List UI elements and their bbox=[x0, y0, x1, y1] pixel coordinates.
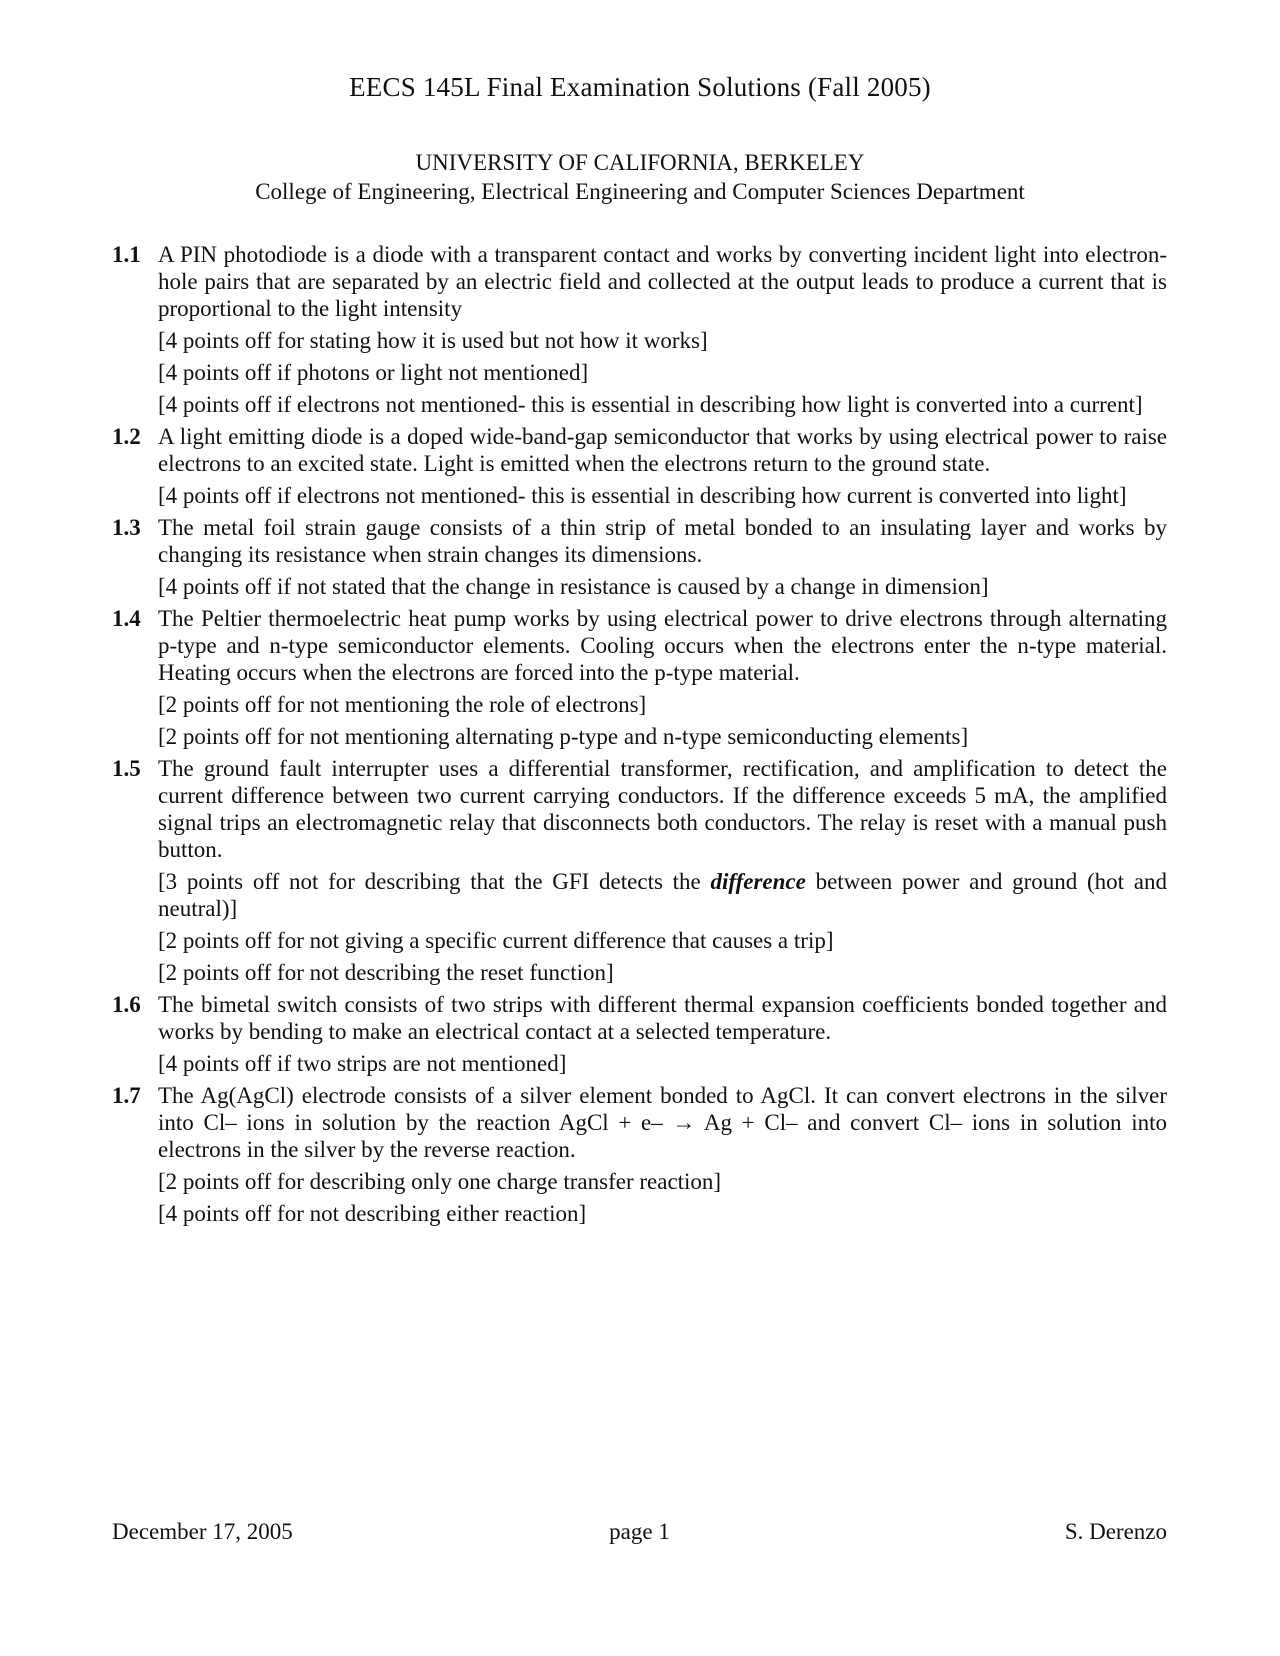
item-number: 1.7 bbox=[112, 1083, 141, 1108]
page-footer bbox=[112, 1519, 1167, 1549]
footer-date: December 17, 2005 bbox=[112, 1519, 293, 1544]
item-text: The bimetal switch consists of two strips with different thermal expansion coefficients bonded together and works by bending to make an electrical contact at a selected temperature. bbox=[158, 992, 1167, 1044]
grading-note: [2 points off for not mentioning alternating p-type and n-type semiconducting elements] bbox=[158, 724, 969, 749]
solution-item-1-2 bbox=[112, 423, 1167, 509]
grading-note: [2 points off for not mentioning the role of electrons] bbox=[158, 692, 647, 717]
solution-item-1-5 bbox=[112, 755, 1167, 986]
grading-note bbox=[158, 868, 1167, 922]
item-text: A light emitting diode is a doped wide-band-gap semiconductor that works by using electrical power to raise electrons to an excited state. Light is emitted when the electrons return to the ground state. bbox=[158, 424, 1167, 476]
solution-item-1-7 bbox=[112, 1082, 1167, 1227]
grading-note: [4 points off if electrons not mentioned- this is essential in describing how current is converted into light] bbox=[158, 483, 1127, 508]
grading-note: [4 points off if not stated that the change in resistance is caused by a change in dimension] bbox=[158, 574, 989, 599]
department-name: College of Engineering, Electrical Engineering and Computer Sciences Department bbox=[255, 179, 1025, 204]
solution-item-1-1 bbox=[112, 241, 1167, 418]
solution-item-1-6 bbox=[112, 991, 1167, 1077]
item-text: The Ag(AgCl) electrode consists of a silver element bonded to AgCl. It can convert electrons in the silver into Cl– ions in solution by the reaction AgCl + e– → Ag + Cl– and convert Cl– ions in solution into electrons in the silver by the reverse reaction. bbox=[158, 1083, 1167, 1162]
grading-note: [4 points off for stating how it is used but not how it works] bbox=[158, 328, 708, 353]
item-text: The metal foil strain gauge consists of a thin strip of metal bonded to an insulating layer and works by changing its resistance when strain changes its dimensions. bbox=[158, 515, 1167, 567]
item-number: 1.5 bbox=[112, 756, 141, 781]
item-text: The ground fault interrupter uses a differential transformer, rectification, and amplification to detect the current difference between two current carrying conductors. If the difference exceeds 5 mA, the amplified signal trips an electromagnetic relay that disconnects both conductors. The relay is reset with a manual push button. bbox=[158, 756, 1167, 862]
item-text: The Peltier thermoelectric heat pump works by using electrical power to drive electrons through alternating p-type and n-type semiconductor elements. Cooling occurs when the electrons enter the n-type material. Heating occurs when the electrons are forced into the p-type material. bbox=[158, 606, 1167, 685]
grading-note: [4 points off if photons or light not mentioned] bbox=[158, 360, 589, 385]
grading-note: [4 points off for not describing either reaction] bbox=[158, 1201, 587, 1226]
item-number: 1.3 bbox=[112, 515, 141, 540]
grading-note: [2 points off for not giving a specific current difference that causes a trip] bbox=[158, 928, 834, 953]
solutions-list bbox=[112, 241, 1167, 1232]
item-number: 1.2 bbox=[112, 424, 141, 449]
grading-note: [2 points off for not describing the reset function] bbox=[158, 960, 614, 985]
solution-item-1-4 bbox=[112, 605, 1167, 750]
note-text-start: [3 points off not for describing that the GFI detects the bbox=[158, 869, 711, 894]
item-text: A PIN photodiode is a diode with a transparent contact and works by converting incident light into electron-hole pairs that are separated by an electric field and collected at the output leads to produce a current that is proportional to the light intensity bbox=[158, 242, 1167, 321]
grading-note: [2 points off for describing only one charge transfer reaction] bbox=[158, 1169, 722, 1194]
page-title: EECS 145L Final Examination Solutions (Fall 2005) bbox=[349, 72, 931, 102]
footer-page-number: page 1 bbox=[609, 1519, 670, 1544]
university-name: UNIVERSITY OF CALIFORNIA, BERKELEY bbox=[415, 150, 865, 175]
item-number: 1.1 bbox=[112, 242, 141, 267]
grading-note: [4 points off if two strips are not mentioned] bbox=[158, 1051, 567, 1076]
item-number: 1.4 bbox=[112, 606, 141, 631]
grading-note: [4 points off if electrons not mentioned- this is essential in describing how light is converted into a current] bbox=[158, 392, 1143, 417]
note-text-end: between power and ground (hot and neutral)] bbox=[158, 869, 1167, 921]
item-number: 1.6 bbox=[112, 992, 141, 1017]
solution-item-1-3 bbox=[112, 514, 1167, 600]
emphasized-word: difference bbox=[710, 869, 806, 894]
footer-author: S. Derenzo bbox=[1064, 1519, 1167, 1544]
